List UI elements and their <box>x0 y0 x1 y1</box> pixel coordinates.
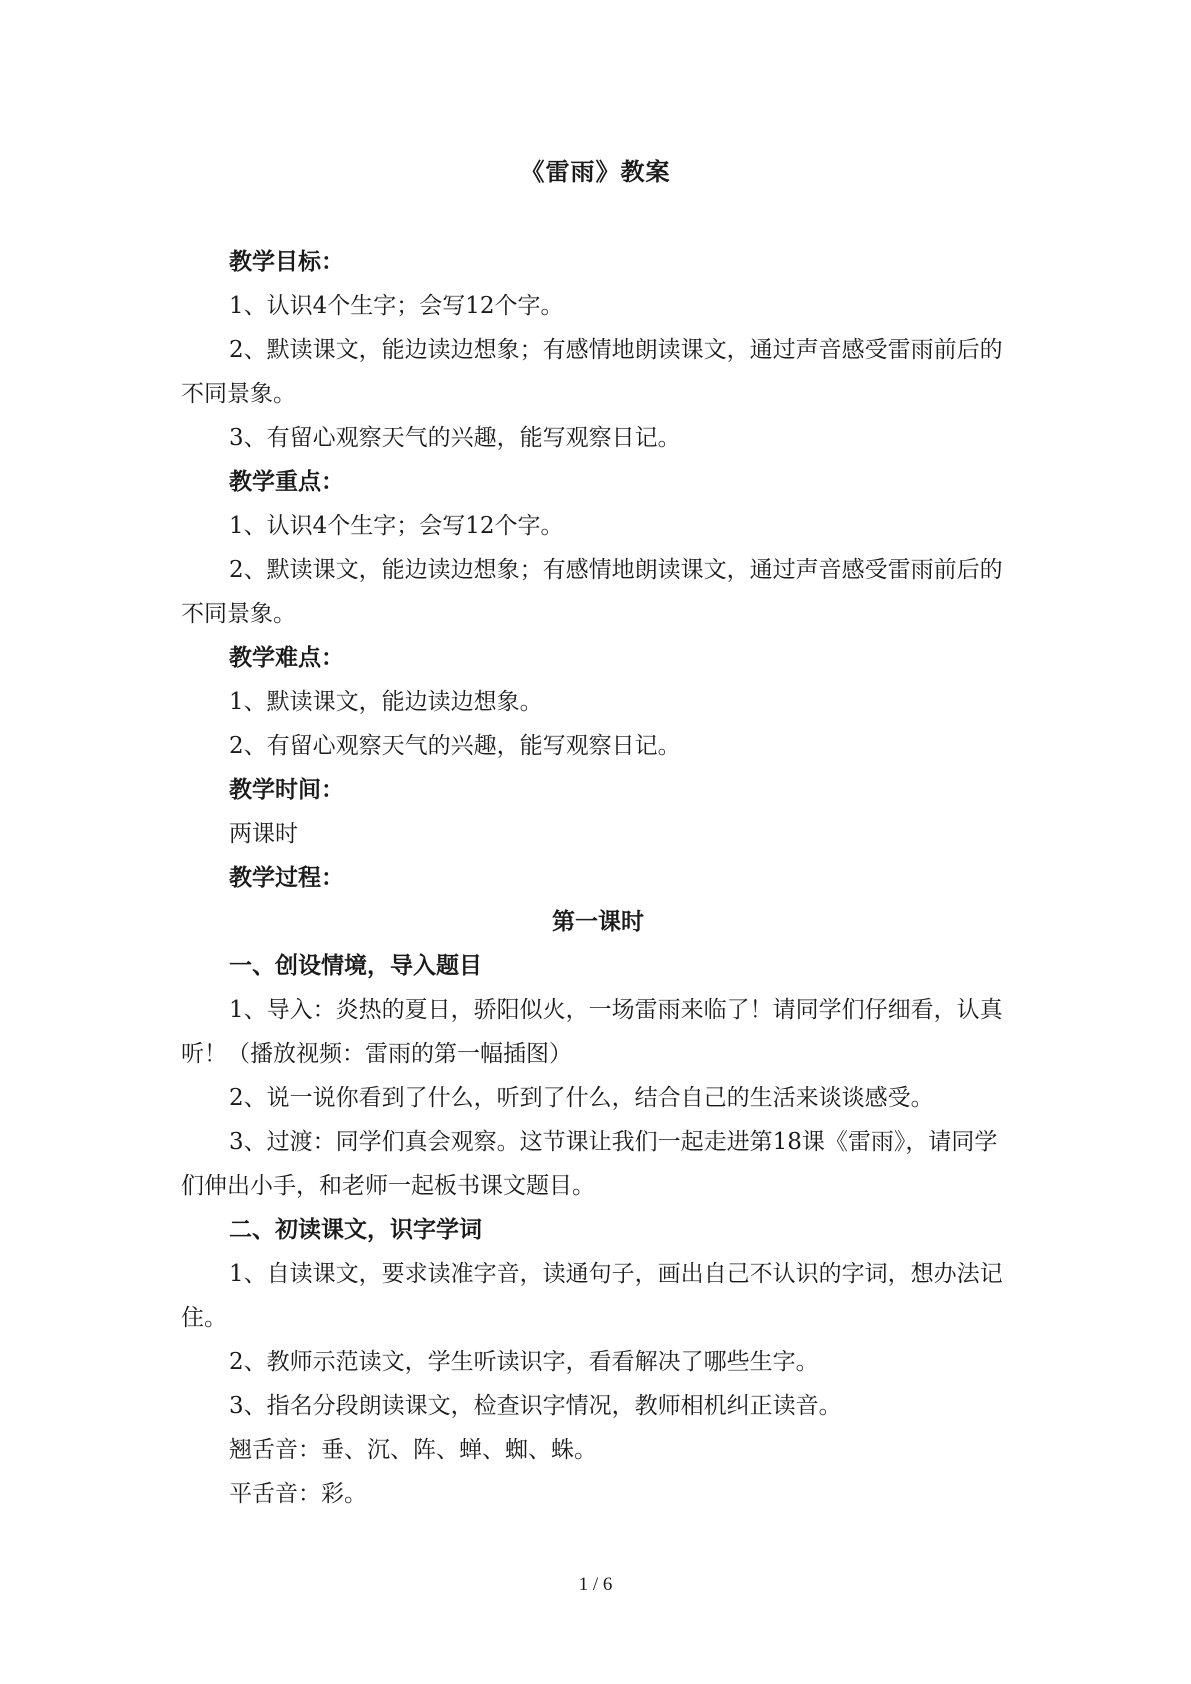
part1-item: 2、说一说你看到了什么，听到了什么，结合自己的生活来谈谈感受。 <box>229 1085 934 1111</box>
goal-item: 1、认识4个生字；会写12个字。 <box>229 293 564 319</box>
part2-heading: 二、初读课文，识字学词 <box>229 1217 482 1243</box>
part1-item: 3、过渡：同学们真会观察。这节课让我们一起走进第18课《雷雨》，请同学们伸出小手，和老师一起板书课文题目。 <box>181 1129 998 1199</box>
key-point-item: 2、默读课文，能边读边想象；有感情地朗读课文，通过声音感受雷雨前后的不同景象。 <box>181 557 1003 627</box>
part2-item: 翘舌音：垂、沉、阵、蝉、蜘、蛛。 <box>229 1437 597 1463</box>
difficulties-heading: 教学难点： <box>229 645 344 671</box>
key-points-heading: 教学重点： <box>229 469 344 495</box>
goal-item: 3、有留心观察天气的兴趣，能写观察日记。 <box>229 425 681 451</box>
page-number: 1 / 6 <box>578 1574 613 1595</box>
part1-heading: 一、创设情境，导入题目 <box>229 953 482 979</box>
document-body <box>181 240 1015 1516</box>
part2-item: 1、自读课文，要求读准字音，读通句子，画出自己不认识的字词，想办法记住。 <box>181 1261 1003 1331</box>
lesson-title: 第一课时 <box>552 909 644 935</box>
time-heading: 教学时间： <box>229 777 344 803</box>
goal-item: 2、默读课文，能边读边想象；有感情地朗读课文，通过声音感受雷雨前后的不同景象。 <box>181 337 1003 407</box>
document-title: 《雷雨》教案 <box>520 157 671 186</box>
part2-item: 平舌音：彩。 <box>229 1481 367 1507</box>
time-value: 两课时 <box>229 821 298 847</box>
goals-heading: 教学目标： <box>229 249 344 275</box>
process-heading: 教学过程： <box>229 865 344 891</box>
difficulty-item: 2、有留心观察天气的兴趣，能写观察日记。 <box>229 733 681 759</box>
part2-item: 2、教师示范读文，学生听读识字，看看解决了哪些生字。 <box>229 1349 819 1375</box>
part1-item: 1、导入：炎热的夏日，骄阳似火，一场雷雨来临了！请同学们仔细看，认真听！（播放视频：雷雨的第一幅插图） <box>181 997 1003 1067</box>
key-point-item: 1、认识4个生字；会写12个字。 <box>229 513 564 539</box>
difficulty-item: 1、默读课文，能边读边想象。 <box>229 689 543 715</box>
part2-item: 3、指名分段朗读课文，检查识字情况，教师相机纠正读音。 <box>229 1393 842 1419</box>
